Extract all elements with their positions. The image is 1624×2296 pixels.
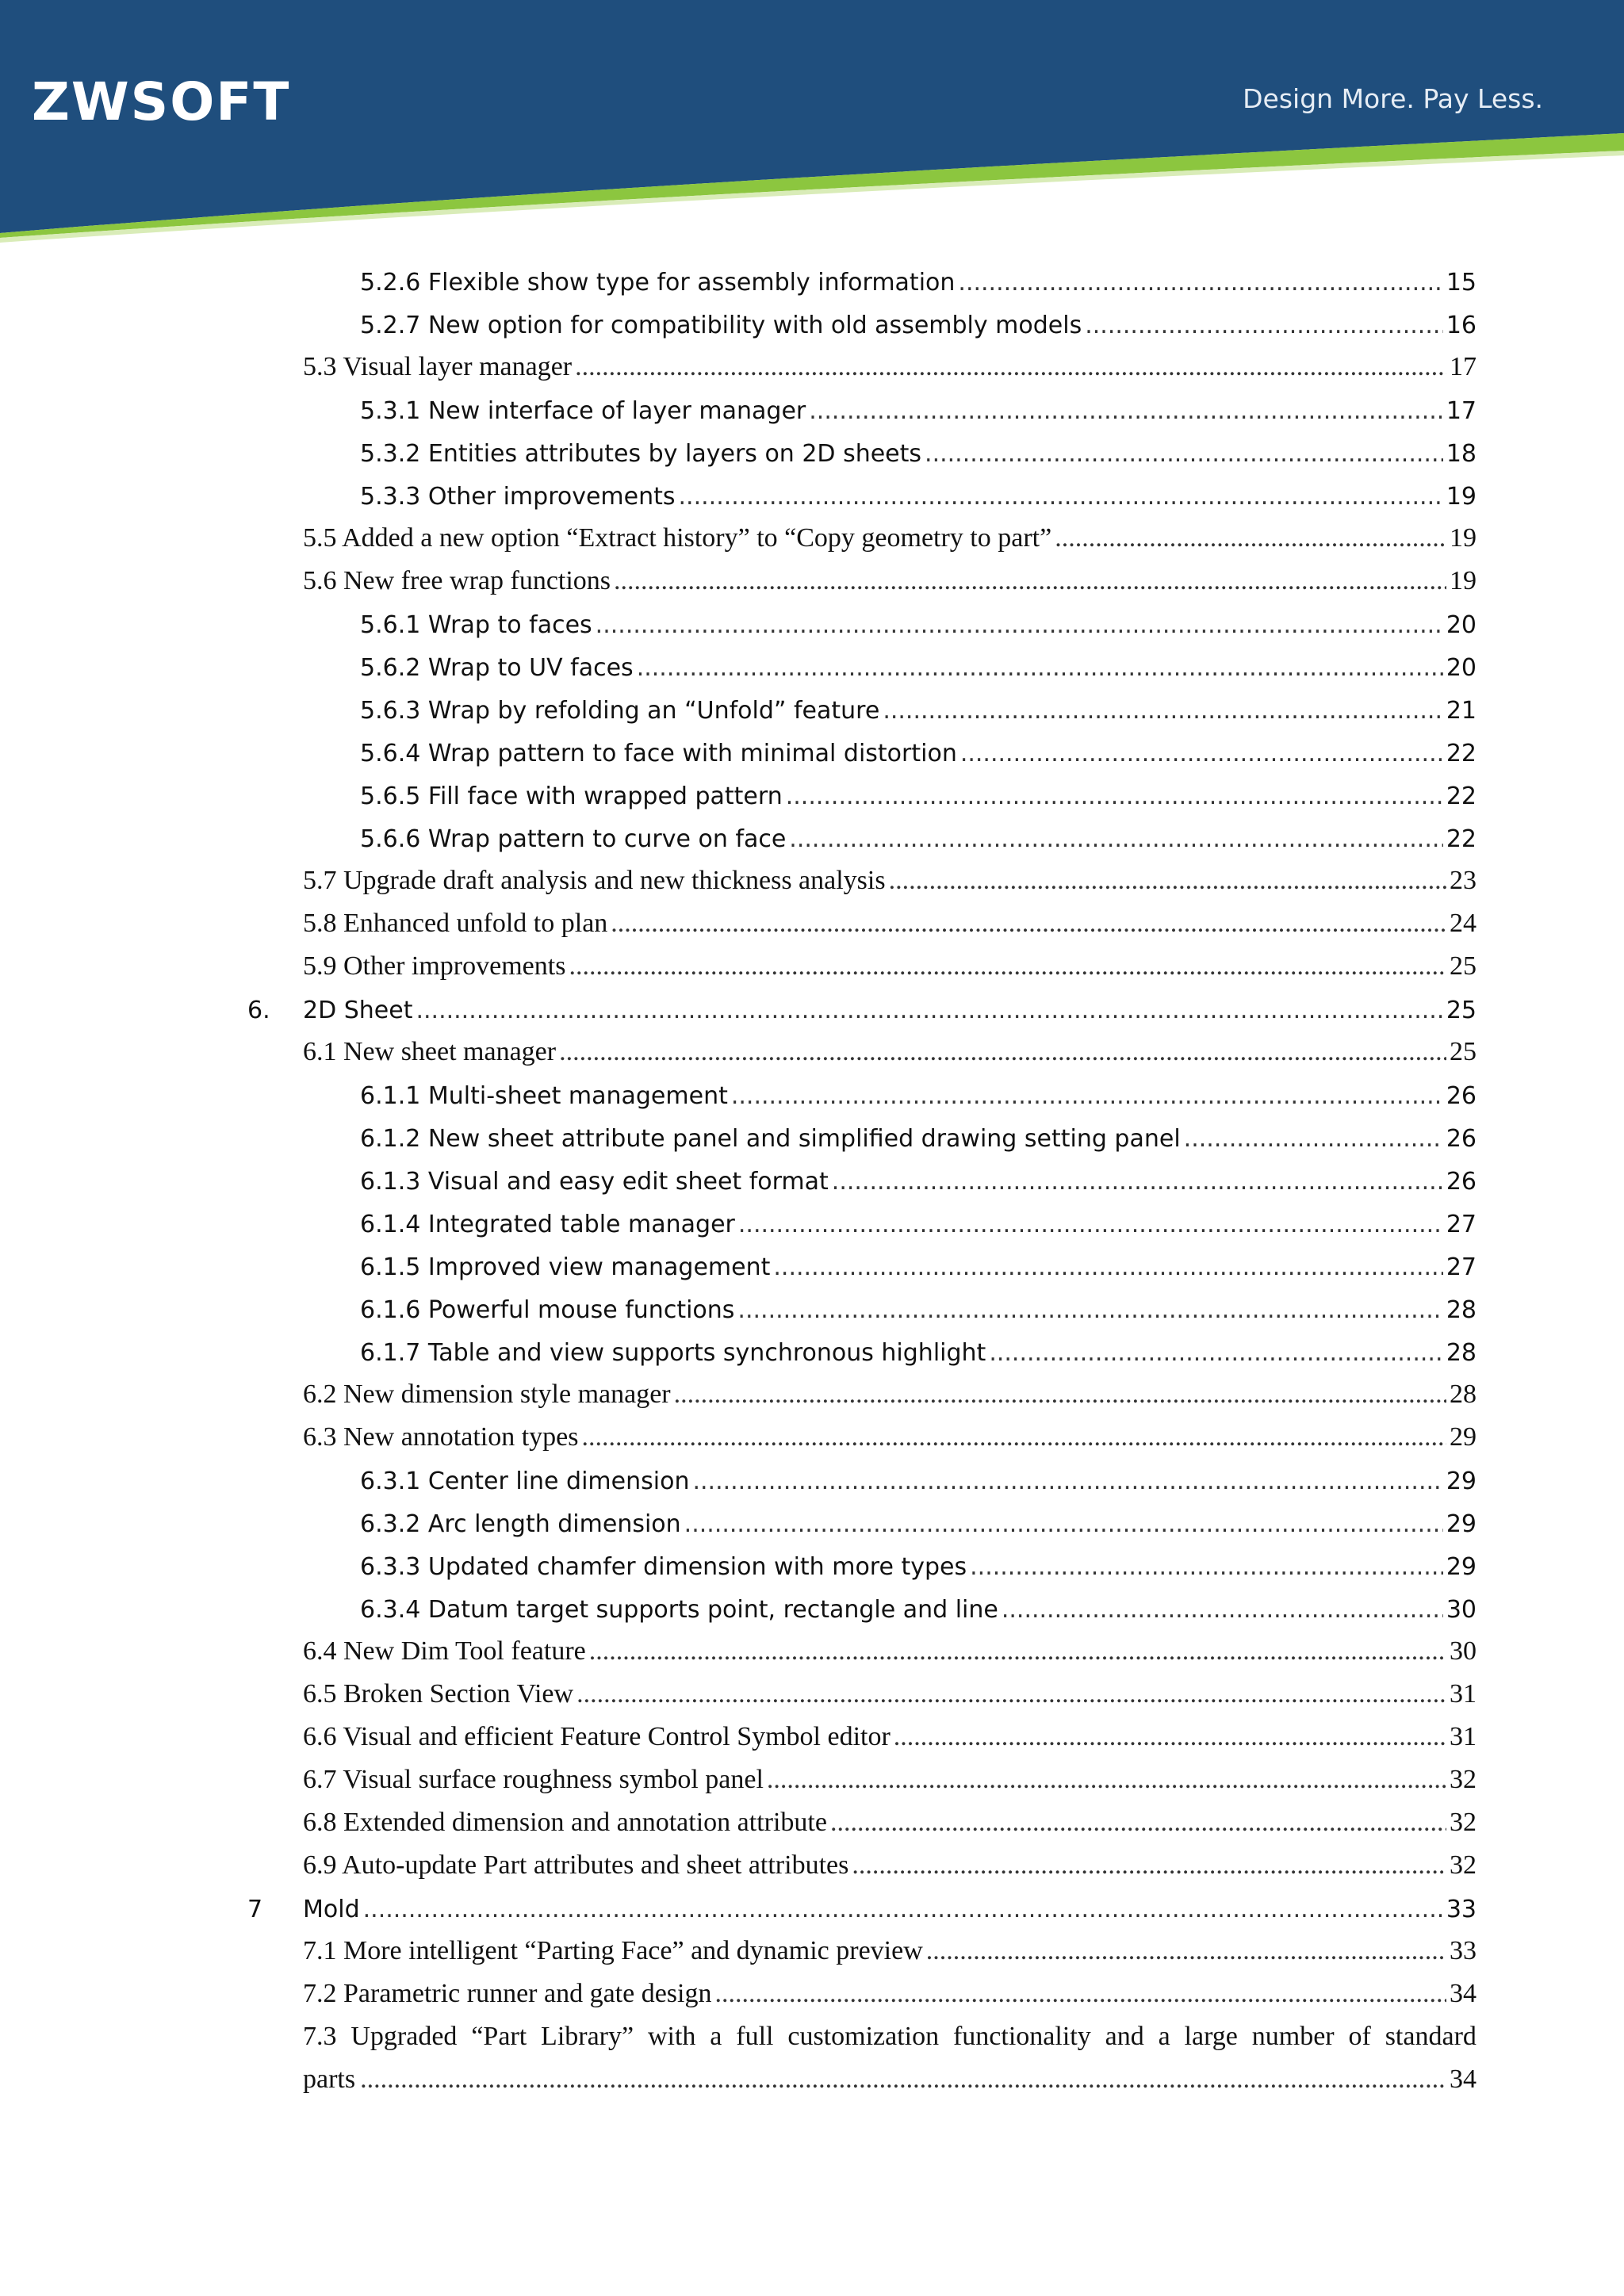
toc-entry[interactable]: [303, 1966, 1477, 2009]
toc-entry[interactable]: [360, 297, 1477, 339]
toc-entry-page: 24: [1450, 909, 1477, 938]
toc-leader-dots: [970, 1553, 1443, 1581]
toc-entry-title: 6.3.4 Datum target supports point, rectangle and line: [360, 1596, 998, 1624]
toc-entry-title: 5.6.3 Wrap by refolding an “Unfold” feature: [360, 697, 880, 725]
toc-entry-line1: [303, 2009, 1477, 2052]
toc-leader-dots: [852, 1850, 1446, 1881]
toc-entry-title: 6.6 Visual and efficient Feature Control Symbol editor: [303, 1722, 891, 1751]
toc-entry-title: 5.6.2 Wrap to UV faces: [360, 654, 634, 682]
toc-entry[interactable]: [360, 1538, 1477, 1581]
toc-entry-title: 6.3.1 Center line dimension: [360, 1468, 690, 1495]
toc-entry-title: 6.1.3 Visual and easy edit sheet format: [360, 1168, 829, 1196]
toc-entry-page: 20: [1446, 611, 1477, 639]
toc-entry[interactable]: [360, 1196, 1477, 1238]
toc-entry-title: 6.7 Visual surface roughness symbol panel: [303, 1765, 764, 1794]
toc-entry[interactable]: [360, 725, 1477, 767]
toc-entry-title: 6.1.4 Integrated table manager: [360, 1211, 735, 1238]
toc-leader-dots: [1184, 1125, 1443, 1153]
toc-entry-title-cont: parts: [303, 2064, 356, 2094]
toc-entry-page: 30: [1446, 1596, 1477, 1624]
toc-entry[interactable]: [360, 1495, 1477, 1538]
toc-leader-dots: [589, 1636, 1446, 1667]
toc-entry[interactable]: [360, 1281, 1477, 1324]
toc-entry[interactable]: [303, 339, 1477, 382]
toc-entry-title: 5.6.1 Wrap to faces: [360, 611, 592, 639]
toc-entry-word: Upgraded: [350, 2022, 458, 2051]
toc-entry[interactable]: [360, 1238, 1477, 1281]
toc-entry-page: 19: [1450, 566, 1477, 595]
toc-leader-dots: [714, 1979, 1446, 2009]
toc-entry-word: and: [1105, 2022, 1144, 2051]
page-header: [0, 0, 1624, 246]
toc-entry-page: 19: [1446, 483, 1477, 511]
toc-entry-title: 6.1.7 Table and view supports synchronous highlight: [360, 1339, 986, 1367]
toc-entry-title: 5.3.2 Entities attributes by layers on 2D sheets: [360, 440, 922, 468]
toc-entry[interactable]: [303, 1752, 1477, 1795]
toc-leader-dots: [1055, 523, 1446, 553]
toc-leader-dots: [692, 1468, 1442, 1495]
toc-entry[interactable]: [360, 425, 1477, 468]
toc-leader-dots: [738, 1211, 1443, 1238]
toc-entry-line2: [303, 2052, 1477, 2095]
toc-entry-page: 34: [1450, 1979, 1477, 2008]
toc-entry-title: 6.8 Extended dimension and annotation attribute: [303, 1808, 827, 1837]
toc-entry-page: 27: [1446, 1253, 1477, 1281]
toc-entry[interactable]: [303, 1838, 1477, 1881]
toc-entry[interactable]: [360, 1452, 1477, 1495]
toc-chapter-entry[interactable]: [247, 982, 1477, 1024]
toc-entry-title: 5.7 Upgrade draft analysis and new thickness analysis: [303, 866, 886, 895]
toc-entry-title: 5.6 New free wrap functions: [303, 566, 611, 595]
toc-entry[interactable]: [360, 1581, 1477, 1624]
toc-entry-page: 19: [1450, 523, 1477, 553]
toc-entry-word: a: [710, 2022, 722, 2051]
toc-entry[interactable]: [360, 1110, 1477, 1153]
toc-leader-dots: [559, 1037, 1446, 1067]
toc-entry-word: large: [1184, 2022, 1238, 2051]
toc-entry[interactable]: [303, 896, 1477, 939]
toc-entry[interactable]: [303, 1367, 1477, 1410]
toc-entry-title: 6.2 New dimension style manager: [303, 1380, 671, 1409]
toc-entry-title: 6.1.1 Multi-sheet management: [360, 1082, 728, 1110]
toc-entry[interactable]: [303, 1923, 1477, 1966]
toc-entry[interactable]: [360, 639, 1477, 682]
toc-leader-dots: [737, 1296, 1442, 1324]
toc-entry-title: 5.2.7 New option for compatibility with old assembly models: [360, 312, 1082, 339]
toc-entry-page: 33: [1450, 1936, 1477, 1965]
toc-entry-page: 26: [1446, 1125, 1477, 1153]
toc-entry-word: 7.3: [303, 2022, 337, 2051]
toc-entry-page: 28: [1446, 1339, 1477, 1367]
toc-entry[interactable]: [303, 553, 1477, 596]
toc-leader-dots: [832, 1168, 1443, 1196]
toc-entry[interactable]: [303, 1709, 1477, 1752]
toc-leader-dots: [416, 997, 1442, 1024]
toc-entry-title: 6.1.2 New sheet attribute panel and simplified drawing setting panel: [360, 1125, 1181, 1153]
toc-entry-title: 6.5 Broken Section View: [303, 1679, 574, 1709]
toc-entry-page: 25: [1450, 951, 1477, 981]
toc-leader-dots: [637, 654, 1443, 682]
toc-leader-dots: [684, 1510, 1443, 1538]
toc-entry[interactable]: [360, 767, 1477, 810]
toc-leader-dots: [569, 951, 1446, 982]
toc-entry[interactable]: [360, 596, 1477, 639]
toc-entry[interactable]: [360, 382, 1477, 425]
toc-entry-page: 31: [1450, 1679, 1477, 1709]
toc-entry-title: 6.4 New Dim Tool feature: [303, 1636, 586, 1666]
toc-entry-page: 21: [1446, 697, 1477, 725]
toc-leader-dots: [926, 1936, 1446, 1966]
toc-leader-dots: [576, 1679, 1446, 1709]
toc-entry-page: 26: [1446, 1082, 1477, 1110]
toc-entry[interactable]: [303, 1410, 1477, 1452]
toc-entry-title: 2D Sheet: [303, 997, 413, 1024]
toc-entry-page: 22: [1446, 740, 1477, 767]
toc-entry-title: 6.1 New sheet manager: [303, 1037, 557, 1066]
toc-leader-dots: [1085, 312, 1443, 339]
toc-entry-title: 5.3.1 New interface of layer manager: [360, 397, 806, 425]
toc-entry-title: 5.2.6 Flexible show type for assembly information: [360, 269, 956, 297]
toc-chapter-entry[interactable]: [247, 1881, 1477, 1923]
toc-leader-dots: [894, 1722, 1446, 1752]
toc-entry-page: 17: [1450, 352, 1477, 381]
toc-entry-page: 34: [1450, 2064, 1477, 2094]
toc-entry-page: 29: [1446, 1553, 1477, 1581]
toc-entry-word: full: [736, 2022, 774, 2051]
toc-entry-word: a: [1158, 2022, 1170, 2051]
toc-entry[interactable]: [360, 1067, 1477, 1110]
toc-entry[interactable]: [303, 1795, 1477, 1838]
toc-leader-dots: [958, 269, 1442, 297]
toc-entry-page: 25: [1450, 1037, 1477, 1066]
toc-entry-word: with: [647, 2022, 696, 2051]
toc-entry-page: 27: [1446, 1211, 1477, 1238]
toc-entry-title: 7.2 Parametric runner and gate design: [303, 1979, 712, 2008]
toc-leader-dots: [360, 2064, 1445, 2095]
toc-entry-page: 28: [1450, 1380, 1477, 1409]
toc-leader-dots: [773, 1253, 1442, 1281]
toc-entry-page: 29: [1446, 1510, 1477, 1538]
toc-entry-title: 6.1.5 Improved view management: [360, 1253, 771, 1281]
toc-entry-word: “Part: [471, 2022, 527, 2051]
toc-entry-page: 29: [1446, 1468, 1477, 1495]
toc-entry-word: Library”: [541, 2022, 634, 2051]
toc-entry-page: 26: [1446, 1168, 1477, 1196]
toc-entry-word: standard: [1385, 2022, 1477, 2051]
toc-leader-dots: [883, 697, 1443, 725]
toc-leader-dots: [611, 909, 1446, 939]
toc-entry-page: 28: [1446, 1296, 1477, 1324]
toc-leader-dots: [363, 1896, 1443, 1923]
toc-entry[interactable]: [360, 1324, 1477, 1367]
toc-leader-dots: [960, 740, 1443, 767]
toc-leader-dots: [575, 352, 1446, 382]
toc-entry-page: 30: [1450, 1636, 1477, 1666]
toc-entry-page: 32: [1450, 1765, 1477, 1794]
toc-leader-dots: [786, 783, 1443, 810]
toc-chapter-number: 7: [247, 1896, 263, 1923]
toc-entry-word: customization: [787, 2022, 940, 2051]
toc-entry-title: 6.1.6 Powerful mouse functions: [360, 1296, 735, 1324]
toc-entry-title: 5.9 Other improvements: [303, 951, 566, 981]
toc-entry-title: 6.3.2 Arc length dimension: [360, 1510, 681, 1538]
toc-entry[interactable]: [303, 1667, 1477, 1709]
toc-entry-page: 31: [1450, 1722, 1477, 1751]
toc-leader-dots: [674, 1380, 1446, 1410]
toc-entry[interactable]: [360, 468, 1477, 511]
toc-entry-word: functionality: [952, 2022, 1091, 2051]
toc-entry-page: 29: [1450, 1422, 1477, 1452]
toc-entry-title: 5.8 Enhanced unfold to plan: [303, 909, 608, 938]
toc-entry[interactable]: [303, 853, 1477, 896]
toc-leader-dots: [1002, 1596, 1443, 1624]
toc-entry-wrapped[interactable]: [303, 2009, 1477, 2095]
toc-entry-page: 23: [1450, 866, 1477, 895]
toc-entry[interactable]: [303, 1624, 1477, 1667]
toc-chapter-number: 6.: [247, 997, 270, 1024]
toc-entry-page: 32: [1450, 1850, 1477, 1880]
toc-entry[interactable]: [303, 1024, 1477, 1067]
toc-entry[interactable]: [360, 1153, 1477, 1196]
toc-leader-dots: [989, 1339, 1443, 1367]
toc-leader-dots: [809, 397, 1443, 425]
toc-entry-title: Mold: [303, 1896, 360, 1923]
toc-leader-dots: [925, 440, 1443, 468]
toc-entry-page: 18: [1446, 440, 1477, 468]
toc-entry-word: number: [1251, 2022, 1335, 2051]
toc-leader-dots: [614, 566, 1446, 596]
toc-entry-page: 17: [1446, 397, 1477, 425]
toc-leader-dots: [830, 1808, 1446, 1838]
toc-entry-title: 5.3.3 Other improvements: [360, 483, 676, 511]
toc-leader-dots: [789, 825, 1443, 853]
toc-entry-page: 22: [1446, 825, 1477, 853]
toc-entry-page: 15: [1446, 269, 1477, 297]
toc-entry-title: 5.6.4 Wrap pattern to face with minimal distortion: [360, 740, 957, 767]
toc-entry-page: 22: [1446, 783, 1477, 810]
toc-entry-title: 7.1 More intelligent “Parting Face” and dynamic preview: [303, 1936, 923, 1965]
tagline: Design More. Pay Less.: [1243, 83, 1543, 114]
zwsoft-logo: ZWSOFT: [32, 71, 291, 132]
toc-entry-title: 6.3 New annotation types: [303, 1422, 579, 1452]
toc-entry-page: 20: [1446, 654, 1477, 682]
toc-entry[interactable]: [360, 254, 1477, 297]
toc-entry-page: 33: [1446, 1896, 1477, 1923]
toc-leader-dots: [731, 1082, 1443, 1110]
toc-entry[interactable]: [360, 682, 1477, 725]
toc-leader-dots: [596, 611, 1443, 639]
toc-entry-title: 6.3.3 Updated chamfer dimension with more types: [360, 1553, 967, 1581]
toc-entry-title: 6.9 Auto-update Part attributes and sheet attributes: [303, 1850, 849, 1880]
toc-leader-dots: [679, 483, 1443, 511]
toc-entry[interactable]: [303, 939, 1477, 982]
toc-leader-dots: [889, 866, 1446, 896]
toc-leader-dots: [767, 1765, 1446, 1795]
toc-entry-page: 32: [1450, 1808, 1477, 1837]
toc-entry-page: 25: [1446, 997, 1477, 1024]
toc-entry-title: 5.5 Added a new option “Extract history” to “Copy geometry to part”: [303, 523, 1052, 553]
toc-entry-page: 16: [1446, 312, 1477, 339]
toc-entry-title: 5.6.6 Wrap pattern to curve on face: [360, 825, 787, 853]
toc-entry[interactable]: [360, 810, 1477, 853]
toc-leader-dots: [582, 1422, 1447, 1452]
toc-entry-title: 5.3 Visual layer manager: [303, 352, 573, 381]
toc-entry[interactable]: [303, 511, 1477, 553]
toc-entry-title: 5.6.5 Fill face with wrapped pattern: [360, 783, 783, 810]
toc-entry-word: of: [1348, 2022, 1371, 2051]
